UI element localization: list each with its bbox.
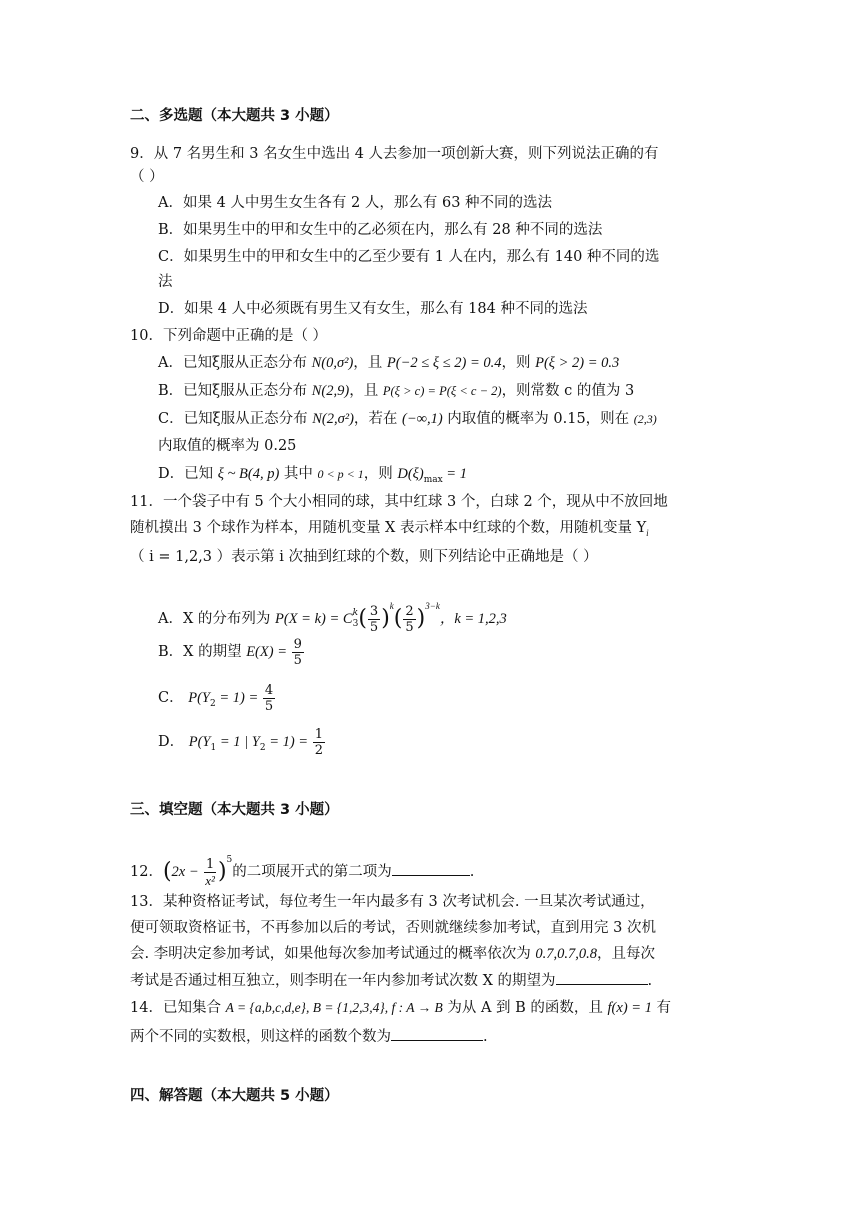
q9-option-a: A．如果 4 人中男生女生各有 2 人，那么有 63 种不同的选法 [158, 195, 553, 211]
q9-option-c-line2: 法 [158, 274, 173, 290]
q13-line4: 考试是否通过相互独立，则李明在一年内参加考试次数 X 的期望为 . [130, 970, 652, 991]
q13-line1: 13．某种资格证考试，每位考生一年内最多有 3 次考试机会. 一旦某次考试通过， [130, 894, 655, 910]
q14-line1: 14．已知集合 A = {a,b,c,d,e}, B = {1,2,3,4}, f : A → B 为从 A 到 B 的函数，且 f(x) = 1 有 [130, 1000, 672, 1016]
q13-answer-blank[interactable] [556, 970, 648, 985]
q10-option-c-line1: C．已知ξ服从正态分布 N(2,σ²)，若在 (−∞,1) 内取值的概率为 0.15，则在 (2,3) [158, 411, 657, 427]
q10-stem: 10．下列命题中正确的是（ ） [130, 328, 328, 344]
q9-option-c-line1: C．如果男生中的甲和女生中的乙至少要有 1 人在内，那么有 140 种不同的选 [158, 249, 660, 265]
q10-option-a: A．已知ξ服从正态分布 N(0,σ²)，且 P(−2 ≤ ξ ≤ 2) = 0.4，则 P(ξ > 2) = 0.3 [158, 355, 620, 371]
q9-option-b: B．如果男生中的甲和女生中的乙必须在内，那么有 28 种不同的选法 [158, 222, 603, 238]
q11-stem-line1: 11．一个袋子中有 5 个大小相同的球，其中红球 3 个，白球 2 个，现从中不放回地 [130, 494, 668, 510]
q13-line3: 会. 李明决定参加考试，如果他每次参加考试通过的概率依次为 0.7,0.7,0.8，且每次 [130, 946, 655, 962]
section-heading-answer: 四、解答题（本大题共 5 小题） [130, 1088, 339, 1104]
q11-stem-line2: 随机摸出 3 个球作为样本，用随机变量 X 表示样本中红球的个数，用随机变量 $Y_i$ [130, 520, 649, 538]
q9-option-d: D．如果 4 人中必须既有男生又有女生，那么有 184 种不同的选法 [158, 301, 588, 317]
q9-stem-line1: 9．从 7 名男生和 3 名女生中选出 4 人去参加一项创新大赛，则下列说法正确的有 [130, 146, 659, 162]
q14-answer-blank[interactable] [391, 1026, 483, 1041]
q14-line2: 两个不同的实数根，则这样的函数个数为 . [130, 1026, 488, 1047]
q11-option-d: D． $P(Y_1 = 1$ | $Y_2 = 1$) = $\frac{1}{2}$ [158, 726, 323, 758]
q10-option-c-line2: 内取值的概率为 0.25 [158, 438, 297, 454]
q11-option-a: A．X 的分布列为 P(X = k) = C k 3 ( $\frac{3}{5}$ )$^k$( $\frac{2}{5}$ )$^{3-k}$，k = 1,2,3 [158, 601, 507, 635]
section-heading-fill-in: 三、填空题（本大题共 3 小题） [130, 802, 339, 818]
q11-stem-line3: （ i = 1,2,3 ）表示第 i 次抽到红球的个数，则下列结论中正确地是（ ） [130, 549, 598, 565]
q10-option-d: D．已知 ξ ~ B(4, p) 其中 0 < p < 1，则 $D(\xi)_{max} = 1$ [158, 466, 467, 485]
section-heading-multiple-choice: 二、多选题（本大题共 3 小题） [130, 108, 339, 124]
q11-option-b: B．X 的期望 E(X) = $\frac{9}{5}$ [158, 636, 302, 668]
q12-answer-blank[interactable] [392, 861, 470, 876]
q11-option-c: C． $P(Y_2 = 1)$ = $\frac{4}{5}$ [158, 682, 274, 714]
q13-line2: 便可领取资格证书，不再参加以后的考试，否则就继续参加考试，直到用完 3 次机 [130, 920, 656, 936]
q10-option-b: B．已知ξ服从正态分布 N(2,9)，且 P(ξ > c) = P(ξ < c − 2)，则常数 c 的值为 3 [158, 383, 635, 399]
q12-line: 12．(2x − $\frac{1}{\text{x²}}$ )$^5$的二项展开式的第二项为 . [130, 855, 475, 888]
q9-stem-line2: （ ） [130, 169, 164, 185]
